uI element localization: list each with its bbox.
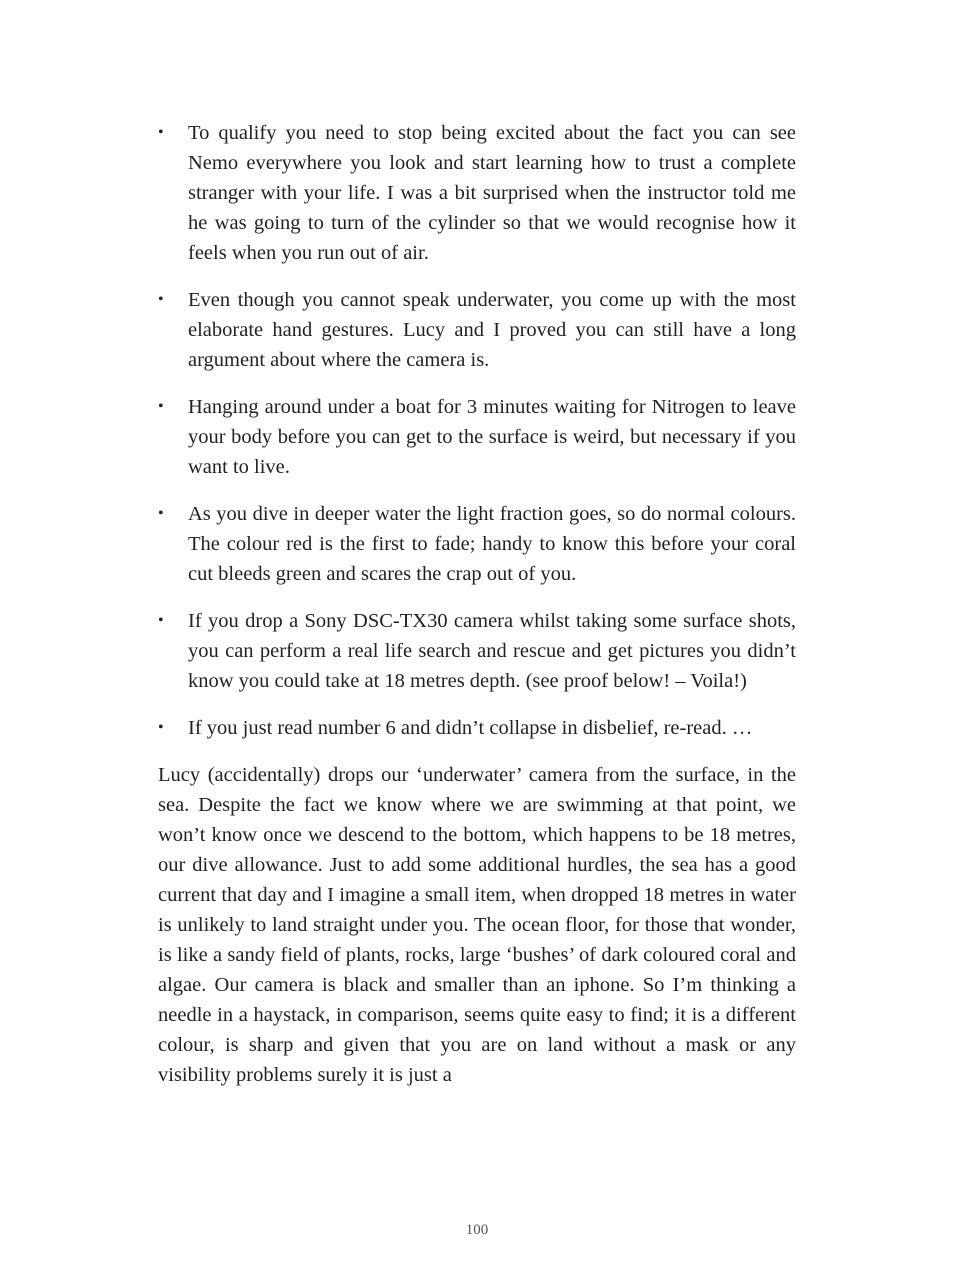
list-item: [158, 713, 796, 743]
list-item: [158, 118, 796, 268]
bullet-text: If you just read number 6 and didn’t collapse in disbelief, re-read. …: [188, 717, 753, 739]
bullet-icon: •: [158, 505, 164, 522]
bullet-list: [158, 118, 796, 743]
bullet-text: Even though you cannot speak underwater, you come up with the most elaborate hand gestures. Lucy and I proved you can still have a long argument about where the camera is.: [188, 289, 796, 371]
bullet-icon: •: [158, 612, 164, 629]
page-body: [158, 118, 796, 1090]
list-item: [158, 606, 796, 696]
body-paragraph: Lucy (accidentally) drops our ‘underwater’ camera from the surface, in the sea. Despite the fact we know where we are swimming at that point, we won’t know once we descend to the bottom, which happens to be 18 metres, our dive allowance. Just to add some additional hurdles, the sea has a good current that day and I imagine a small item, when dropped 18 metres in water is unlikely to land straight under you. The ocean floor, for those that wonder, is like a sandy field of plants, rocks, large ‘bushes’ of dark coloured coral and algae. Our camera is black and smaller than an iphone. So I’m thinking a needle in a haystack, in comparison, seems quite easy to find; it is a different colour, is sharp and given that you are on land without a mask or any visibility problems surely it is just a: [158, 764, 796, 1086]
list-item: [158, 392, 796, 482]
bullet-text: Hanging around under a boat for 3 minutes waiting for Nitrogen to leave your body before you can get to the surface is weird, but necessary if you want to live.: [188, 396, 796, 478]
bullet-text: If you drop a Sony DSC-TX30 camera whilst taking some surface shots, you can perform a real life search and rescue and get pictures you didn’t know you could take at 18 metres depth. (see proof below! – Voila!): [188, 610, 796, 692]
page-number: 100: [465, 1222, 489, 1238]
bullet-text: As you dive in deeper water the light fraction goes, so do normal colours. The colour red is the first to fade; handy to know this before your coral cut bleeds green and scares the crap out of you.: [188, 503, 796, 585]
list-item: [158, 499, 796, 589]
bullet-icon: •: [158, 291, 164, 308]
bullet-icon: •: [158, 398, 164, 415]
bullet-icon: •: [158, 719, 164, 736]
bullet-text: To qualify you need to stop being excited about the fact you can see Nemo everywhere you look and start learning how to trust a complete stranger with your life. I was a bit surprised when the instructor told me he was going to turn of the cylinder so that we would recognise how it feels when you run out of air.: [188, 122, 796, 264]
bullet-icon: •: [158, 124, 164, 141]
list-item: [158, 285, 796, 375]
